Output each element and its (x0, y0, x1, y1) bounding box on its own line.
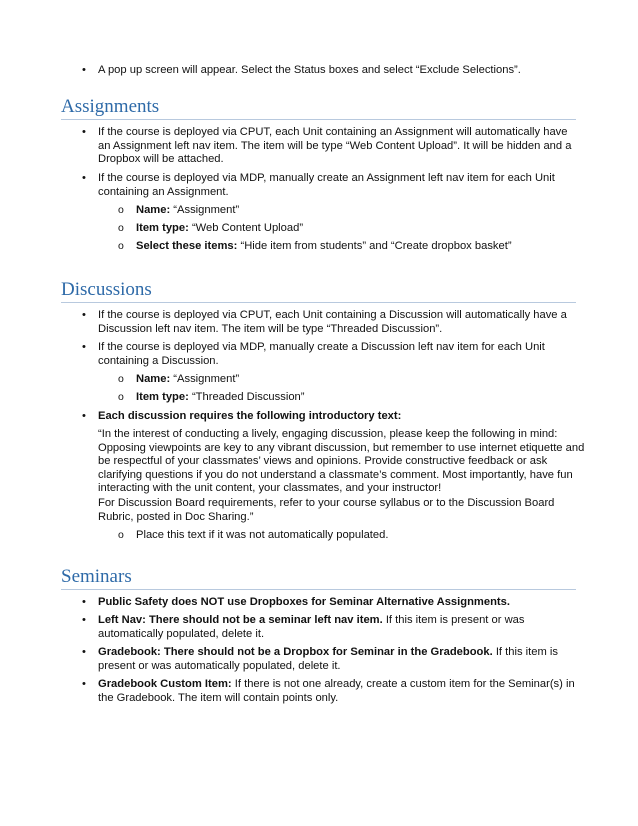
bullet-icon: • (82, 410, 86, 422)
list-item-text: Left Nav: There should not be a seminar left nav item. If this item is present or was automatically populated, delete it. (98, 614, 525, 640)
list-item-text: Gradebook Custom Item: If there is not one already, create a custom item for the Seminar(s) in the Gradebook. The item will contain points only. (98, 678, 575, 704)
intro-text-paragraph: “In the interest of conducting a lively, engaging discussion, please keep the following in mind: Opposing viewpoints are key to any vibrant discussion, but remember to use internet etiquette and be respectful of your classmates’ views and opinions. Provide constructive feedback or ask clarifying questions if you do not understand a classmate’s comment. Most importantly, have fun interacting with the unit content, your classmates, and your instructor! (98, 428, 585, 495)
sub-list-item (118, 391, 568, 405)
list-item (79, 126, 579, 167)
list-item (79, 596, 579, 610)
list-item-text: Each discussion requires the following introductory text: (98, 410, 402, 422)
list-item (79, 309, 579, 336)
bullet-icon: • (82, 614, 86, 626)
heading-underline (61, 589, 576, 590)
sub-list-item-text: Name: “Assignment” (136, 373, 240, 385)
list-item (79, 410, 579, 424)
bullet-icon: • (82, 126, 86, 138)
list-item-text: Public Safety does NOT use Dropboxes for Seminar Alternative Assignments. (98, 596, 510, 608)
list-item-text: A pop up screen will appear. Select the Status boxes and select “Exclude Selections”. (98, 64, 521, 76)
list-item (79, 614, 579, 641)
list-item (79, 341, 579, 368)
heading-underline (61, 119, 576, 120)
list-item-text: If the course is deployed via MDP, manually create a Discussion left nav item for each Unit containing a Discussion. (98, 341, 545, 367)
list-item (79, 64, 579, 78)
sub-list-item-text: Item type: “Web Content Upload” (136, 222, 304, 234)
list-item (79, 646, 579, 673)
sub-list-item-text: Item type: “Threaded Discussion” (136, 391, 305, 403)
bullet-icon: • (82, 64, 86, 76)
bullet-icon: • (82, 341, 86, 353)
bullet-icon: • (82, 678, 86, 690)
sub-list-item (118, 204, 568, 218)
sub-list-item-text: Name: “Assignment” (136, 204, 240, 216)
sub-list-item (118, 529, 568, 543)
list-item-text: If the course is deployed via CPUT, each Unit containing an Assignment will automatically have an Assignment left nav item. The item will be type “Web Content Upload”. It will be hidden and a Dropbox will be attached. (98, 126, 572, 166)
list-item (79, 678, 579, 705)
section-heading-seminars: Seminars (61, 566, 132, 587)
list-item (79, 172, 579, 199)
list-item-text: Gradebook: There should not be a Dropbox for Seminar in the Gradebook. If this item is present or was automatically populated, delete it. (98, 646, 558, 672)
circle-bullet-icon: o (118, 529, 124, 541)
bullet-icon: • (82, 596, 86, 608)
list-item-text: If the course is deployed via MDP, manually create an Assignment left nav item for each Unit containing an Assignment. (98, 172, 555, 198)
section-heading-assignments: Assignments (61, 96, 160, 117)
circle-bullet-icon: o (118, 391, 124, 403)
sub-list-item-text: Select these items: “Hide item from students” and “Create dropbox basket” (136, 240, 512, 252)
intro-text-paragraph: For Discussion Board requirements, refer to your course syllabus or to the Discussion Board Rubric, posted in Doc Sharing.” (98, 497, 555, 523)
circle-bullet-icon: o (118, 222, 124, 234)
bullet-icon: • (82, 309, 86, 321)
circle-bullet-icon: o (118, 204, 124, 216)
bullet-icon: • (82, 646, 86, 658)
sub-list-item (118, 373, 568, 387)
bullet-icon: • (82, 172, 86, 184)
heading-underline (61, 302, 576, 303)
circle-bullet-icon: o (118, 373, 124, 385)
section-heading-discussions: Discussions (61, 279, 152, 300)
sub-list-item (118, 240, 568, 254)
list-item-text: If the course is deployed via CPUT, each Unit containing a Discussion will automatically have a Discussion left nav item. The item will be type “Threaded Discussion”. (98, 309, 567, 335)
circle-bullet-icon: o (118, 240, 124, 252)
sub-list-item-text: Place this text if it was not automatically populated. (136, 529, 389, 541)
sub-list-item (118, 222, 568, 236)
